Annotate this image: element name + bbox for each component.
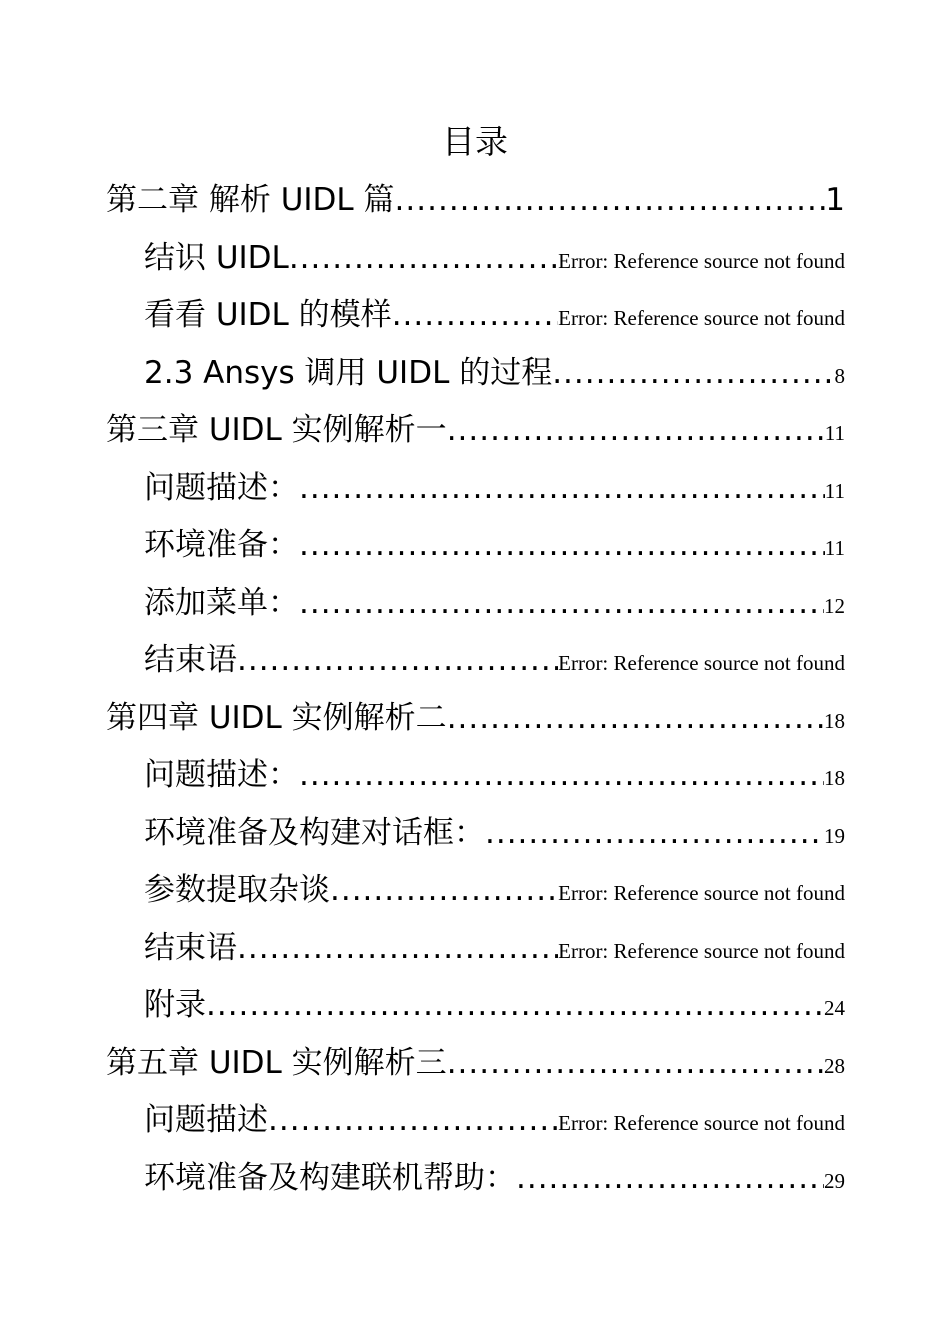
toc-dot-leader	[299, 747, 824, 805]
toc-entry-title: 结识 UIDL	[144, 239, 289, 276]
toc-entry[interactable]	[106, 1150, 845, 1208]
toc-page-number: 12	[824, 593, 845, 618]
toc-entry[interactable]	[106, 345, 845, 403]
toc-dot-leader	[299, 575, 824, 633]
toc-dot-leader	[237, 632, 558, 690]
toc-entry-title: 第二章 解析 UIDL 篇	[106, 182, 395, 218]
toc-entry-title: 环境准备及构建联机帮助：	[144, 1159, 516, 1196]
toc-entry[interactable]	[106, 862, 845, 920]
toc-page-number: 11	[824, 421, 845, 445]
toc-page-number: 24	[824, 996, 845, 1020]
toc-dot-leader	[552, 345, 834, 403]
toc-page-number: Error: Reference source not found	[558, 881, 845, 905]
toc-entry[interactable]	[106, 690, 845, 748]
toc-entry-title: 问题描述	[144, 1102, 268, 1138]
toc-entry-title: 2.3 Ansys 调用 UIDL 的过程	[144, 354, 553, 391]
toc-entry-title: 结束语	[144, 929, 237, 966]
toc-entry-title: 附录	[144, 987, 206, 1023]
toc-entry[interactable]	[106, 805, 845, 863]
toc-page-number: 28	[824, 1053, 845, 1078]
toc-page-number: Error: Reference source not found	[558, 248, 845, 273]
toc-entry[interactable]	[106, 1092, 845, 1150]
toc-page-number: 18	[824, 766, 845, 790]
toc-page-number: 11	[824, 536, 845, 560]
toc-entry-title: 第三章 UIDL 实例解析一	[106, 412, 447, 448]
toc-entry[interactable]	[106, 920, 845, 978]
toc-page-number: Error: Reference source not found	[558, 1111, 845, 1135]
toc-page-number: 1	[825, 182, 845, 218]
toc-dot-leader	[447, 1035, 824, 1093]
toc-entry[interactable]	[106, 575, 845, 633]
toc-page-number: 11	[824, 478, 845, 503]
toc-entry[interactable]	[106, 1035, 845, 1093]
toc-page-number: Error: Reference source not found	[558, 306, 845, 330]
toc-dot-leader	[299, 460, 825, 518]
toc-entry-title: 环境准备及构建对话框：	[144, 814, 485, 851]
toc-entry-title: 第五章 UIDL 实例解析三	[106, 1044, 447, 1081]
toc-list	[106, 172, 845, 1207]
toc-page-number: 18	[824, 708, 845, 733]
toc-dot-leader	[268, 1092, 558, 1150]
toc-dot-leader	[447, 690, 824, 748]
toc-entry[interactable]	[106, 747, 845, 805]
toc-dot-leader	[485, 805, 824, 863]
toc-entry[interactable]	[106, 632, 845, 690]
toc-entry[interactable]	[106, 402, 845, 460]
toc-page-number: Error: Reference source not found	[558, 938, 845, 963]
toc-page-number: 8	[834, 363, 845, 388]
toc-entry-title: 添加菜单：	[144, 584, 299, 621]
toc-entry[interactable]	[106, 287, 845, 345]
toc-dot-leader	[392, 287, 558, 345]
toc-entry-title: 问题描述：	[144, 757, 299, 793]
toc-page-number: 29	[824, 1168, 845, 1193]
toc-entry[interactable]	[106, 172, 845, 230]
toc-dot-leader	[289, 230, 558, 288]
toc-dot-leader	[516, 1150, 824, 1208]
toc-dot-leader	[299, 517, 825, 575]
toc-dot-leader	[447, 402, 825, 460]
toc-entry[interactable]	[106, 460, 845, 518]
toc-entry-title: 环境准备：	[144, 527, 299, 563]
toc-dot-leader	[395, 172, 826, 230]
toc-entry-title: 第四章 UIDL 实例解析二	[106, 699, 447, 736]
toc-entry-title: 问题描述：	[144, 469, 299, 506]
toc-entry[interactable]	[106, 230, 845, 288]
toc-title: 目录	[442, 122, 508, 161]
toc-entry-title: 结束语	[144, 642, 237, 678]
toc-dot-leader	[206, 977, 824, 1035]
toc-page-number: 19	[824, 823, 845, 848]
toc-dot-leader	[330, 862, 558, 920]
toc-entry-title: 看看 UIDL 的模样	[144, 297, 392, 333]
toc-entry[interactable]	[106, 517, 845, 575]
toc-dot-leader	[237, 920, 558, 978]
toc-entry[interactable]	[106, 977, 845, 1035]
toc-entry-title: 参数提取杂谈	[144, 872, 330, 908]
toc-page-number: Error: Reference source not found	[558, 651, 845, 675]
